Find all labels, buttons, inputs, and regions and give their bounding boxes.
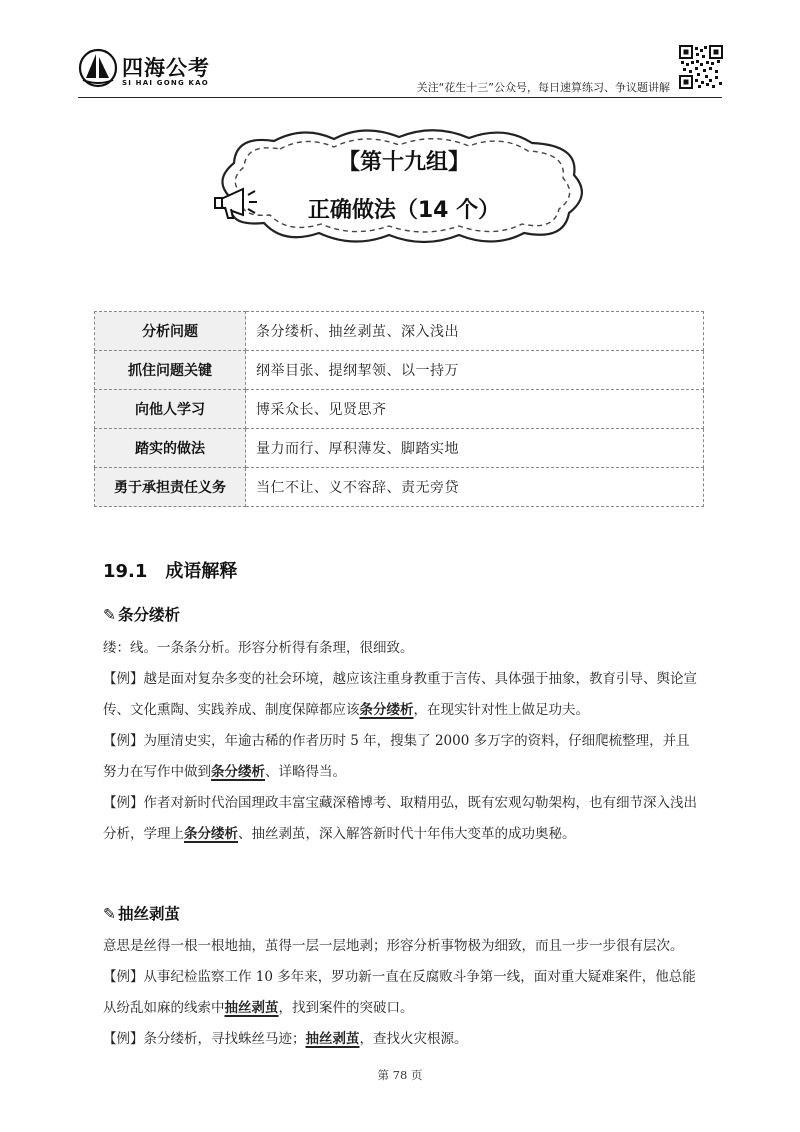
highlighted-idiom: 条分缕析 bbox=[184, 826, 238, 842]
table-value-cell: 纲举目张、提纲挈领、以一持万 bbox=[246, 351, 704, 390]
example-text: ，找到案件的突破口。 bbox=[278, 1000, 414, 1016]
example-paragraph bbox=[103, 788, 703, 850]
table-key-cell: 分析问题 bbox=[95, 312, 246, 351]
table-key-cell: 抓住问题关键 bbox=[95, 351, 246, 390]
header-divider bbox=[78, 97, 722, 98]
highlighted-idiom: 条分缕析 bbox=[211, 764, 265, 780]
section-number: 19.1 bbox=[103, 561, 148, 582]
table-key-cell: 勇于承担责任义务 bbox=[95, 468, 246, 507]
table-value-cell: 当仁不让、义不容辞、责无旁贷 bbox=[246, 468, 704, 507]
table-row bbox=[95, 468, 704, 507]
example-text: 、详略得当。 bbox=[265, 764, 346, 780]
logo-text-en: SI HAI GONG KAO bbox=[122, 79, 209, 87]
example-text: 【例】作者对新时代治国理政丰富宝藏深稽博考、取精用弘，既有宏观勾勒架构，也有细节深入浅出分析，学理上 bbox=[103, 795, 697, 842]
table-row bbox=[95, 351, 704, 390]
section-title: 成语解释 bbox=[165, 561, 238, 582]
section-heading bbox=[103, 557, 237, 583]
example-paragraph bbox=[103, 962, 703, 1024]
highlighted-idiom: 抽丝剥茧 bbox=[224, 1000, 279, 1016]
table-row bbox=[95, 312, 704, 351]
example-text: ，在现实针对性上做足功夫。 bbox=[413, 702, 589, 718]
summary-table bbox=[94, 311, 704, 507]
table-row bbox=[95, 429, 704, 468]
table-key-cell: 向他人学习 bbox=[95, 390, 246, 429]
group-subtitle: 正确做法（14 个） bbox=[307, 198, 501, 223]
idiom-definition: 缕：线。一条条分析。形容分析得有条理，很细致。 bbox=[103, 640, 414, 656]
title-cloud-frame bbox=[214, 123, 594, 248]
megaphone-icon bbox=[213, 185, 265, 223]
group-title: 【第十九组】 bbox=[337, 150, 470, 175]
example-paragraph bbox=[103, 1024, 703, 1055]
page-header bbox=[0, 0, 800, 100]
header-slogan: 关注“花生十三”公众号，每日速算练习、争议题讲解 bbox=[416, 81, 670, 94]
idiom-definition: 意思是丝得一根一根地抽，茧得一层一层地剥；形容分析事物极为细致，而且一步一步很有层次。 bbox=[103, 938, 684, 954]
idiom-heading bbox=[103, 603, 180, 625]
example-text: 、抽丝剥茧，深入解答新时代十年伟大变革的成功奥秘。 bbox=[238, 826, 576, 842]
example-text: 【例】条分缕析，寻找蛛丝马迹； bbox=[103, 1031, 306, 1047]
example-paragraph bbox=[103, 664, 703, 726]
example-text: 【例】越是面对复杂多变的社会环境，越应该注重身教重于言传、具体强于抽象，教育引导、舆论宣传、文化熏陶、实践养成、制度保障都应该 bbox=[103, 671, 697, 718]
example-paragraph bbox=[103, 726, 703, 788]
pencil-icon: ✎ bbox=[103, 606, 116, 624]
table-key-cell: 踏实的做法 bbox=[95, 429, 246, 468]
highlighted-idiom: 抽丝剥茧 bbox=[305, 1031, 360, 1047]
idiom-title: 条分缕析 bbox=[118, 606, 181, 624]
idiom-heading bbox=[103, 902, 180, 924]
qr-code-icon bbox=[679, 45, 723, 89]
table-value-cell: 量力而行、厚积薄发、脚踏实地 bbox=[246, 429, 704, 468]
highlighted-idiom: 条分缕析 bbox=[359, 702, 414, 718]
example-text: 【例】从事纪检监察工作 10 多年来，罗功新一直在反腐败斗争第一线，面对重大疑难案件，他总能从纷乱如麻的线索中 bbox=[103, 969, 696, 1016]
brand-logo bbox=[78, 48, 248, 98]
pencil-icon: ✎ bbox=[103, 905, 116, 923]
logo-text-cn: 四海公考 bbox=[122, 56, 210, 80]
example-text: 【例】为厘清史实，年逾古稀的作者历时 5 年，搜集了 2000 多万字的资料，仔细爬梳整理，并且努力在写作中做到 bbox=[103, 733, 690, 780]
sail-logo-icon bbox=[78, 48, 118, 88]
table-row bbox=[95, 390, 704, 429]
page-number: 第 78 页 bbox=[377, 1068, 423, 1082]
table-value-cell: 博采众长、见贤思齐 bbox=[246, 390, 704, 429]
table-value-cell: 条分缕析、抽丝剥茧、深入浅出 bbox=[246, 312, 704, 351]
example-text: ，查找火灾根源。 bbox=[359, 1031, 468, 1047]
idiom-title: 抽丝剥茧 bbox=[118, 905, 181, 923]
